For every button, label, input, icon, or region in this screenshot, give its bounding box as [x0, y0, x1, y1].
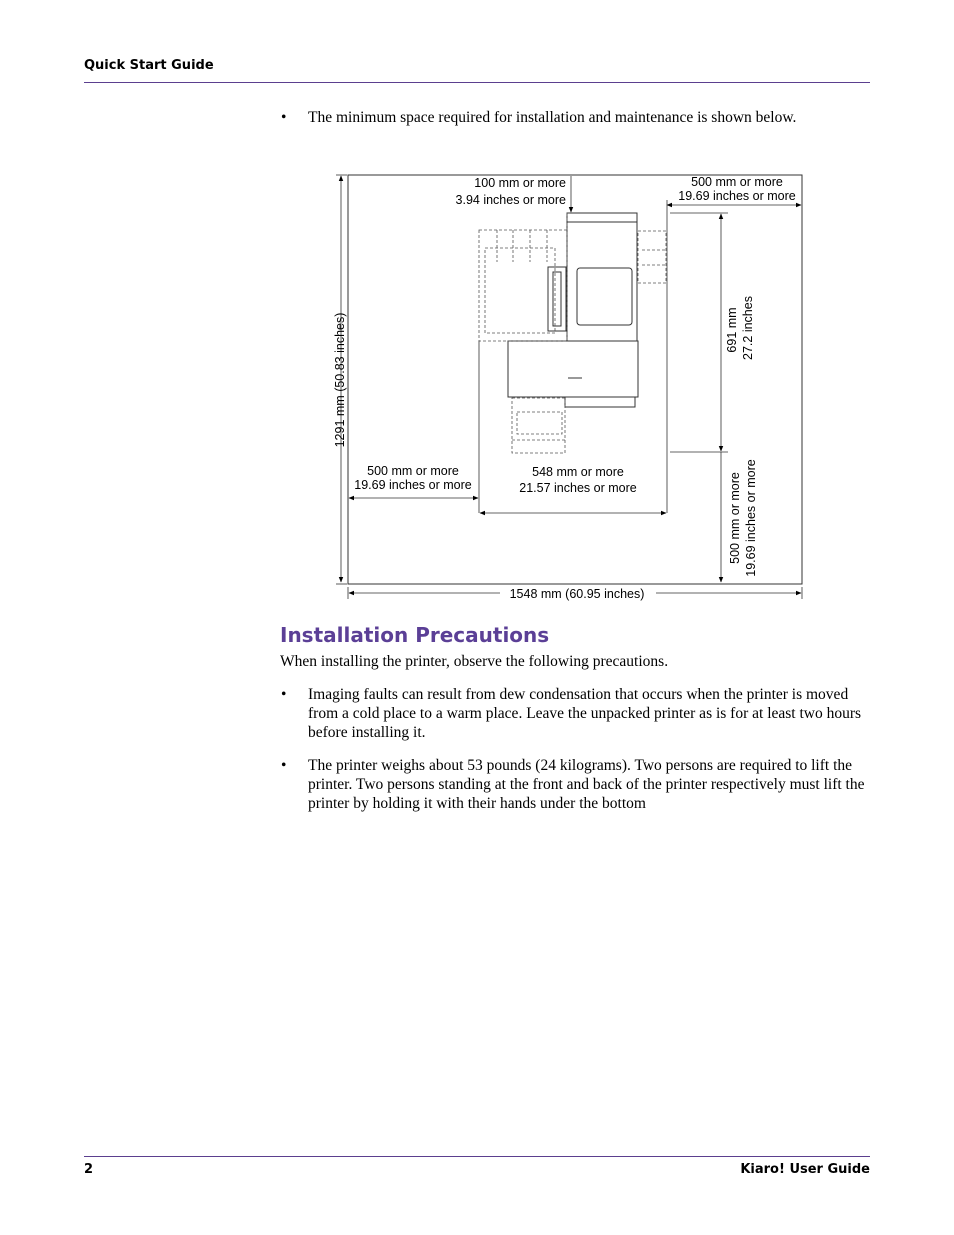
printer-width-in-label: 21.57 inches or more [519, 481, 637, 495]
top-gap-in-label: 3.94 inches or more [455, 193, 566, 207]
footer-rule [84, 1156, 870, 1157]
bottom-gap-mm-label: 500 mm or more [728, 472, 742, 564]
page-number: 2 [84, 1162, 94, 1177]
total-height-label: 1291 mm (50.83 inches) [333, 312, 347, 448]
section-intro: When installing the printer, observe the following precautions. [280, 653, 669, 670]
section-heading: Installation Precautions [280, 623, 550, 647]
bottom-gap-in-label: 19.69 inches or more [744, 459, 758, 577]
header-title: Quick Start Guide [84, 58, 214, 73]
left-gap-in-label: 19.69 inches or more [354, 478, 472, 492]
bullet-marker: • [281, 686, 287, 703]
right-gap-mm-label: 500 mm or more [691, 175, 783, 189]
left-gap-mm-label: 500 mm or more [367, 464, 459, 478]
bullet-marker: • [281, 757, 287, 774]
footer-doc-title: Kiaro! User Guide [740, 1162, 870, 1177]
precaution-text: Imaging faults can result from dew condensation that occurs when the printer is moved from a cold place to a warm place. Leave the unpacked printer as is for at least two hours before installing it. [308, 686, 862, 741]
precaution-text: The printer weighs about 53 pounds (24 kilograms). Two persons are required to lift the printer. Two persons standing at the front and back of the printer respectively must lift the printer by holding it with their hands under the bottom [308, 757, 865, 812]
printer-outline [508, 213, 638, 407]
printer-width-mm-label: 548 mm or more [532, 465, 624, 479]
top-gap-mm-label: 100 mm or more [474, 176, 566, 190]
intro-bullet-text: The minimum space required for installation and maintenance is shown below. [308, 109, 797, 126]
total-width-label: 1548 mm (60.95 inches) [509, 587, 645, 601]
depth-in-label: 27.2 inches [741, 296, 755, 360]
depth-mm-label: 691 mm [725, 307, 739, 353]
right-gap-in-label: 19.69 inches or more [678, 189, 796, 203]
bullet-marker: • [281, 109, 287, 126]
